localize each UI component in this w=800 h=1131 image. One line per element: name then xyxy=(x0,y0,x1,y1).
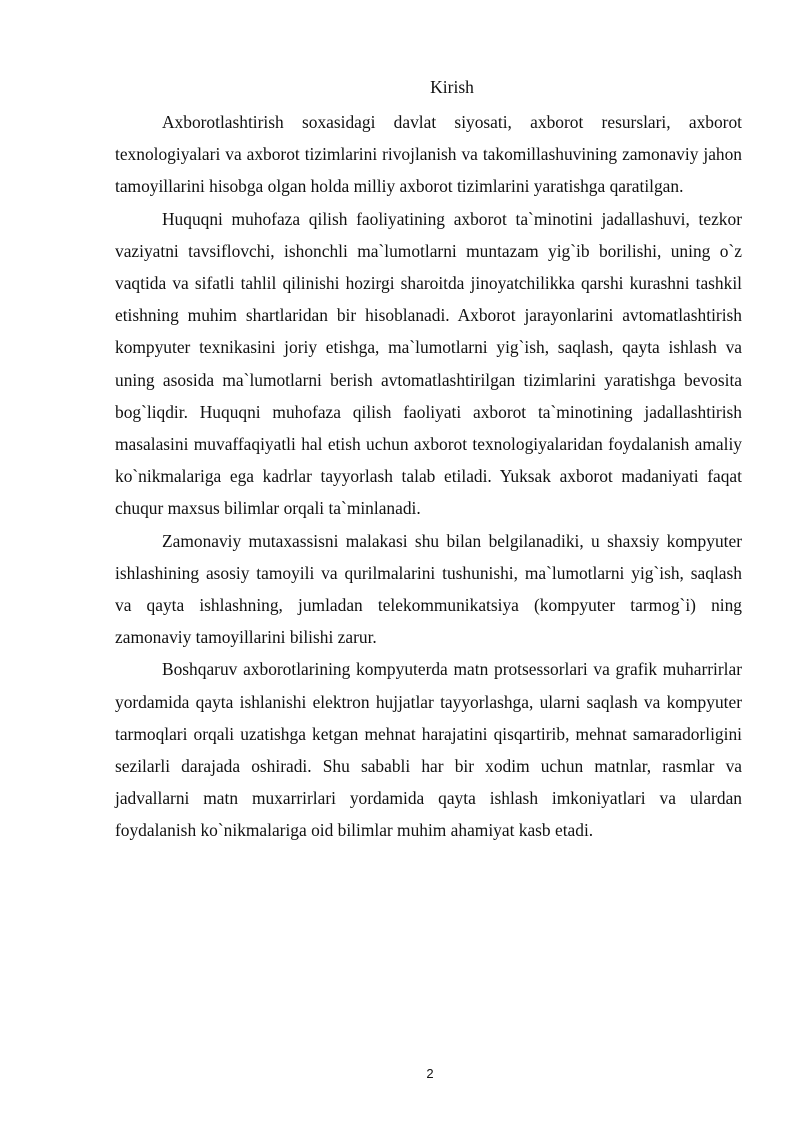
paragraph-1: Axborotlashtirish soxasidagi davlat siyosati, axborot resurslari, axborot texnologiyalari va axborot tizimlarini rivojlanish va takomillashuvining zamonaviy jahon tamoyillarini hisobga olgan holda milliy axborot tizimlarini yaratishga qaratilgan. xyxy=(115,112,742,197)
page-heading: Kirish xyxy=(430,77,474,97)
paragraph-3: Zamonaviy mutaxassisni malakasi shu bilan belgilanadiki, u shaxsiy kompyuter ishlashining asosiy tamoyili va qurilmalarini tushunishi, ma`lumotlarni yig`ish, saqlash va qayta ishlashning, jumladan telekommunikatsiya (kompyuter tarmog`i) ning zamonaviy tamoyillarini bilishi zarur. xyxy=(115,530,742,648)
document-body xyxy=(115,106,742,847)
paragraph-4: Boshqaruv axborotlarining kompyuterda matn protsessorlari va grafik muharrirlar yordamida qayta ishlanishi elektron hujjatlar tayyorlashga, ularni saqlash va kompyuter tarmoqlari orqali uzatishga ketgan mehnat harajatini qisqartirib, mehnat samaradorligini sezilarli darajada oshiradi. Shu sababli har bir xodim uchun matnlar, rasmlar va jadvallarni matn muxarrirlari yordamida qayta ishlash imkoniyatlari va ulardan foydalanish ko`nikmalariga oid bilimlar muhim ahamiyat kasb etadi. xyxy=(115,659,742,841)
page-number: 2 xyxy=(426,1066,434,1081)
paragraph-2: Huquqni muhofaza qilish faoliyatining axborot ta`minotini jadallashuvi, tezkor vaziyatni tavsiflovchi, ishonchli ma`lumotlarni muntazam yig`ib borilishi, uning o`z vaqtida va sifatli tahlil qilinishi hozirgi sharoitda jinoyatchilikka qarshi kurashni tashkil etishning muhim shartlaridan bir hisoblanadi. Axborot jarayonlarini avtomatlashtirish kompyuter texnikasini joriy etishga, ma`lumotlarni yig`ish, saqlash, qayta ishlash va uning asosida ma`lumotlarni berish avtomatlashtirilgan tizimlarini yaratishga bevosita bog`liqdir. Huquqni muhofaza qilish faoliyati axborot ta`minotining jadallashtirish masalasini muvaffaqiyatli hal etish uchun axborot texnologiyalaridan foydalanish amaliy ko`nikmalariga ega kadrlar tayyorlash talab etiladi. Yuksak axborot madaniyati faqat chuqur maxsus bilimlar orqali ta`minlanadi. xyxy=(115,208,742,519)
